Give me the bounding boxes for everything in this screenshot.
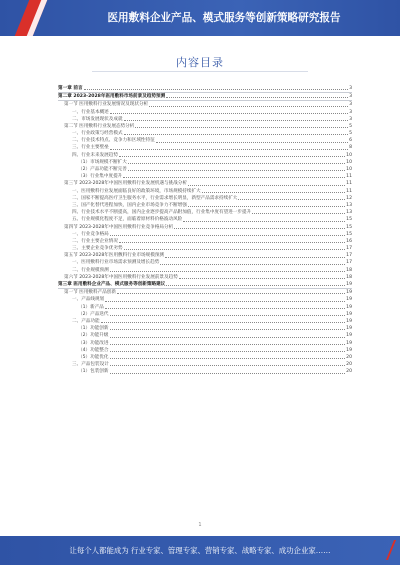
toc-leader-dots	[188, 205, 345, 207]
toc-entry[interactable]	[58, 123, 352, 130]
toc-entry-page: 13	[346, 210, 352, 216]
toc-entry-title: 第四节 2023-2028年中国医用敷料行业竞争格局分析	[64, 224, 174, 230]
toc-entry-page: 3	[349, 116, 352, 122]
toc-entry-title: 一、医用敷料行业市场需求预测及增长趋势	[72, 260, 160, 266]
toc-leader-dots	[188, 184, 345, 186]
toc-entry[interactable]	[58, 260, 352, 267]
toc-leader-dots	[156, 141, 348, 143]
toc-entry[interactable]	[58, 145, 352, 152]
toc-leader-dots	[135, 126, 348, 128]
toc-entry-page: 18	[346, 274, 352, 280]
toc-entry-title: 二、产品功能	[72, 318, 100, 324]
toc-leader-dots	[110, 148, 348, 150]
toc-entry[interactable]	[58, 209, 352, 216]
toc-heading-divider	[92, 71, 308, 72]
toc-leader-dots	[128, 169, 345, 171]
toc-entry-page: 19	[346, 347, 352, 353]
toc-entry-title: 一、产品线规划	[72, 297, 105, 303]
toc-entry-title: 第二章 2023-2028年医用敷料市场前景及趋势预测	[58, 94, 166, 100]
toc-leader-dots	[110, 364, 345, 366]
toc-entry[interactable]	[58, 109, 352, 116]
toc-entry-title: （1）功能创新	[78, 326, 109, 332]
toc-entry-title: （2）产品功能不断完善	[78, 167, 127, 173]
toc-entry[interactable]	[58, 296, 352, 303]
toc-entry-page: 20	[346, 369, 352, 375]
toc-leader-dots	[149, 105, 348, 107]
toc-heading: 内容目录	[176, 56, 224, 69]
toc-entry-page: 20	[346, 354, 352, 360]
toc-entry[interactable]	[58, 368, 352, 375]
toc-leader-dots	[110, 336, 346, 338]
toc-entry-title: 二、行业主要企业情况	[72, 238, 118, 244]
toc-entry[interactable]	[58, 93, 352, 101]
toc-leader-dots	[110, 372, 346, 374]
toc-leader-dots	[165, 256, 345, 258]
toc-entry[interactable]	[58, 274, 352, 281]
toc-entry[interactable]	[58, 347, 352, 354]
toc-entry-page: 15	[346, 231, 352, 237]
report-title: 医用敷料企业产品、模式服务等创新策略研究报告	[107, 12, 341, 24]
toc-leader-dots	[128, 162, 345, 164]
toc-entry-page: 19	[346, 297, 352, 303]
toc-entry[interactable]	[58, 245, 352, 252]
toc-entry-page: 6	[349, 138, 352, 144]
toc-entry-title: 一、医用敷料行业发展面临良好的政策环境，市场规模持续扩大	[72, 188, 201, 194]
toc-entry[interactable]	[58, 252, 352, 259]
toc-entry-title: 第一节 医用敷料行业发展情况及现状分析	[64, 102, 149, 108]
toc-entry-title: （2）产品迭代	[78, 311, 109, 317]
page-number: 1	[198, 522, 202, 528]
toc-leader-dots	[110, 350, 346, 352]
toc-leader-dots	[166, 284, 345, 286]
toc-leader-dots	[123, 176, 345, 178]
toc-entry[interactable]	[58, 152, 352, 159]
toc-entry-page: 10	[346, 159, 352, 165]
toc-entry-title: （3）行业集中度提升	[78, 174, 123, 180]
toc-entry[interactable]	[58, 238, 352, 245]
toc-entry[interactable]	[58, 188, 352, 195]
toc-entry-page: 16	[346, 238, 352, 244]
toc-entry-title: 第三节 2023-2028年中国医用敷料行业发展机遇与挑战分析	[64, 181, 187, 187]
toc-entry-title: 二、市场发展现状及成就	[72, 116, 123, 122]
toc-entry-title: 三、国产化替代进程加快，国内企业市场竞争力不断增强	[72, 202, 187, 208]
toc-entry-title: （1）市场规模不断扩大	[78, 159, 127, 165]
toc-entry[interactable]	[58, 180, 352, 187]
toc-leader-dots	[202, 191, 346, 193]
toc-entry-page: 5	[349, 131, 352, 137]
toc-entry-title: 一、行业基本概述	[72, 109, 109, 115]
toc-entry-page: 17	[346, 253, 352, 259]
toc-leader-dots	[101, 321, 346, 323]
toc-entry-page: 19	[346, 340, 352, 346]
toc-entry-title: 第六节 2023-2028年中国医用敷料行业发展前景及趋势	[64, 274, 178, 280]
toc-entry[interactable]	[58, 216, 352, 223]
toc-entry-page: 15	[346, 217, 352, 223]
toc-leader-dots	[110, 112, 348, 114]
toc-entry-page: 11	[346, 188, 352, 194]
toc-entry[interactable]	[58, 202, 352, 209]
toc-entry-title: （5）功能优化	[78, 354, 109, 360]
toc-leader-dots	[174, 227, 345, 229]
toc-entry-title: 三、主要企业竞争优劣势	[72, 246, 123, 252]
page-header	[0, 0, 400, 36]
toc-entry-title: （1）包装创新	[78, 369, 109, 375]
toc-entry-title: （3）功能改进	[78, 340, 109, 346]
toc-entry-title: 三、行业主要壁垒	[72, 145, 109, 151]
toc-entry[interactable]	[58, 318, 352, 325]
toc-leader-dots	[124, 133, 349, 135]
toc-entry-page: 3	[349, 109, 352, 115]
toc-entry-title: 四、行业技术水平不断提高，国内企业逐步提高产品附加值，行业集中度有望进一步提升	[72, 210, 252, 216]
toc-entry[interactable]	[58, 224, 352, 231]
toc-entry-page: 19	[346, 318, 352, 324]
toc-entry-page: 19	[346, 290, 352, 296]
toc-leader-dots	[124, 119, 349, 121]
toc-entry-title: 四、行业未来发展趋势	[72, 152, 118, 158]
toc-entry-page: 18	[346, 267, 352, 273]
toc-entry[interactable]	[58, 267, 352, 274]
toc-entry-page: 19	[346, 282, 352, 288]
toc-entry-title: 一、行业政策与经营模式	[72, 131, 123, 137]
toc-entry[interactable]	[58, 304, 352, 311]
toc-entry-page: 17	[346, 260, 352, 266]
toc-entry[interactable]	[58, 231, 352, 238]
toc-entry[interactable]	[58, 332, 352, 339]
toc-leader-dots	[110, 270, 345, 272]
toc-entry-page: 20	[346, 362, 352, 368]
toc-leader-dots	[238, 198, 345, 200]
toc-entry-title: 二、国家不断提高医疗卫生服务水平，行业需求增长明显，新型产品需求持续扩大	[72, 195, 238, 201]
toc-entry-page: 8	[349, 145, 352, 151]
toc-leader-dots	[117, 292, 345, 294]
toc-entry[interactable]	[58, 325, 352, 332]
toc-entry-page: 19	[346, 311, 352, 317]
toc-entry-title: 五、行业规模化程度不足，面临着原材料价格波动风险	[72, 217, 183, 223]
toc-entry-page: 19	[346, 333, 352, 339]
toc-entry-page: 3	[349, 85, 352, 91]
toc-entry-page: 11	[346, 174, 352, 180]
toc-leader-dots	[110, 234, 345, 236]
toc-entry[interactable]	[58, 340, 352, 347]
toc-entry[interactable]	[58, 159, 352, 166]
toc-entry[interactable]	[58, 289, 352, 296]
toc-entry-title: 二、行业技术特点、竞争力和区域性特征	[72, 138, 155, 144]
page-footer	[0, 536, 400, 565]
toc-entry-title: 第一节 医用敷料产品创新	[64, 290, 116, 296]
toc-entry-title: （2）功能升级	[78, 333, 109, 339]
toc-entry-page: 5	[349, 123, 352, 129]
toc-leader-dots	[252, 212, 345, 214]
toc-leader-dots	[110, 314, 346, 316]
toc-entry-page: 19	[346, 326, 352, 332]
toc-entry[interactable]	[58, 354, 352, 361]
toc-entry-title: 第一章 前言	[58, 85, 83, 91]
toc-leader-dots	[84, 88, 348, 90]
toc-entry[interactable]	[58, 195, 352, 202]
toc-leader-dots	[166, 96, 348, 98]
toc-entry[interactable]	[58, 281, 352, 289]
toc-entry-page: 13	[346, 202, 352, 208]
toc-leader-dots	[110, 343, 346, 345]
toc-entry-title: 一、行业竞争格局	[72, 231, 109, 237]
table-of-contents	[58, 85, 352, 376]
toc-entry[interactable]	[58, 166, 352, 173]
toc-leader-dots	[160, 263, 345, 265]
toc-entry[interactable]	[58, 361, 352, 368]
toc-entry-page: 3	[349, 102, 352, 108]
toc-entry[interactable]	[58, 101, 352, 108]
toc-entry-page: 15	[346, 224, 352, 230]
toc-leader-dots	[110, 328, 346, 330]
toc-entry-title: 二、行业规模预测	[72, 267, 109, 273]
footer-slogan: 让每个人都能成为 行业专家、管理专家、营销专家、战略专家、成功企业家……	[69, 546, 331, 555]
toc-entry[interactable]	[58, 173, 352, 180]
toc-entry-title: 三、产品包装设计	[72, 362, 109, 368]
toc-entry[interactable]	[58, 311, 352, 318]
toc-entry-page: 19	[346, 304, 352, 310]
toc-entry-page: 11	[346, 181, 352, 187]
toc-entry-title: 第五节 2023-2028年医用敷料行业市场规模预测	[64, 253, 165, 259]
toc-entry[interactable]	[58, 137, 352, 144]
toc-entry[interactable]	[58, 130, 352, 137]
toc-entry-page: 10	[346, 167, 352, 173]
toc-leader-dots	[110, 357, 346, 359]
toc-leader-dots	[124, 248, 346, 250]
toc-leader-dots	[119, 241, 345, 243]
toc-entry-page: 3	[349, 94, 352, 100]
toc-leader-dots	[105, 300, 345, 302]
toc-leader-dots	[183, 220, 345, 222]
toc-entry-page: 10	[346, 152, 352, 158]
toc-entry-title: （1）新产品	[78, 304, 104, 310]
toc-entry[interactable]	[58, 116, 352, 123]
toc-entry-title: 第二节 医用敷料行业发展态势分析	[64, 123, 135, 129]
toc-entry-page: 12	[346, 195, 352, 201]
toc-leader-dots	[119, 155, 345, 157]
toc-entry-title: 第三章 医用敷料企业产品、模式服务等创新策略建议	[58, 282, 166, 288]
toc-entry-page: 17	[346, 246, 352, 252]
toc-entry-title: （4）功能整合	[78, 347, 109, 353]
toc-entry[interactable]	[58, 85, 352, 93]
toc-leader-dots	[105, 307, 345, 309]
toc-leader-dots	[179, 277, 345, 279]
